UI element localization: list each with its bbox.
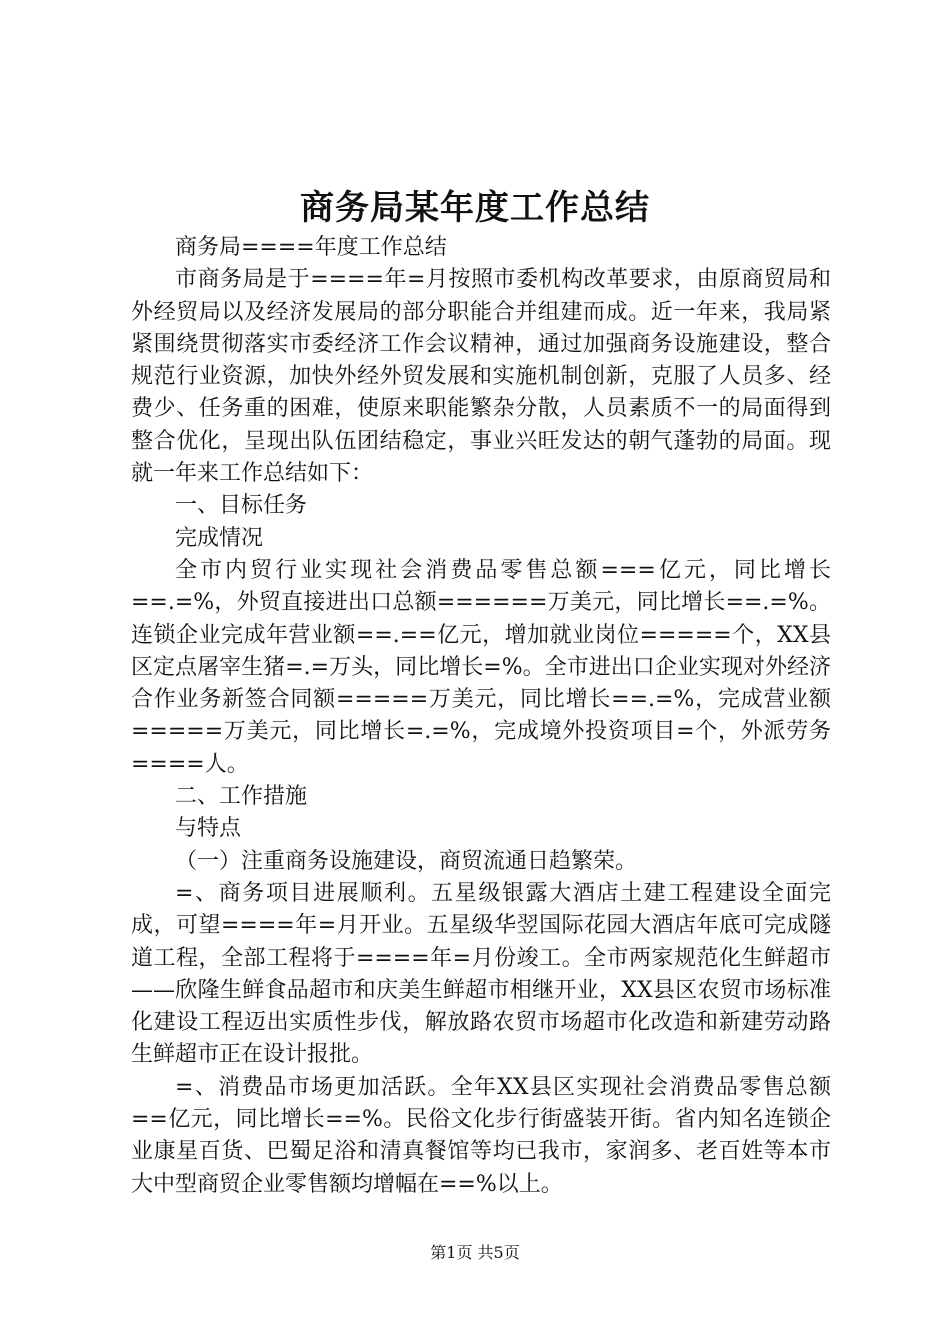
document-body — [131, 232, 831, 1201]
document-title: 商务局某年度工作总结 — [300, 188, 650, 228]
page-number: 第1页 共5页 — [430, 1243, 520, 1262]
paragraph: =、消费品市场更加活跃。全年XX县区实现社会消费品零售总额==亿元，同比增长==%。民俗文化步行街盛装开街。省内知名连锁企业康星百货、巴蜀足浴和清真餐馆等均已我市，家润多、老百姓等本市大中型商贸企业零售额均增幅在==%以上。 — [131, 1074, 831, 1197]
section-heading: 完成情况 — [175, 525, 264, 551]
subsection-heading: （一）注重商务设施建设，商贸流通日趋繁荣。 — [175, 848, 638, 874]
paragraph: 全市内贸行业实现社会消费品零售总额===亿元，同比增长==.=%，外贸直接进出口总额======万美元，同比增长==.=%。连锁企业完成年营业额==.==亿元，增加就业岗位=====个，XX县区定点屠宰生猪=.=万头，同比增长=%。全市进出口企业实现对外经济合作业务新签合同额=====万美元，同比增长==.=%，完成营业额=====万美元，同比增长=.=%，完成境外投资项目=个，外派劳务====人。 — [131, 557, 831, 777]
paragraph: =、商务项目进展顺利。五星级银露大酒店土建工程建设全面完成，可望====年=月开业。五星级华翌国际花园大酒店年底可完成隧道工程，全部工程将于====年=月份竣工。全市两家规范化生鲜超市——欣隆生鲜食品超市和庆美生鲜超市相继开业，XX县区农贸市场标准化建设工程迈出实质性步伐，解放路农贸市场超市化改造和新建劳动路生鲜超市正在设计报批。 — [131, 880, 831, 1068]
section-heading: 二、工作措施 — [175, 784, 308, 810]
paragraph: 市商务局是于====年=月按照市委机构改革要求，由原商贸局和外经贸局以及经济发展局的部分职能合并组建而成。近一年来，我局紧紧围绕贯彻落实市委经济工作会议精神，通过加强商务设施建设，整合规范行业资源，加快外经外贸发展和实施机制创新，克服了人员多、经费少、任务重的困难，使原来职能繁杂分散，人员素质不一的局面得到整合优化，呈现出队伍团结稳定，事业兴旺发达的朝气蓬勃的局面。现就一年来工作总结如下： — [131, 267, 831, 487]
section-heading: 一、目标任务 — [175, 493, 308, 519]
section-heading: 与特点 — [175, 816, 242, 842]
paragraph: 商务局====年度工作总结 — [175, 235, 447, 260]
